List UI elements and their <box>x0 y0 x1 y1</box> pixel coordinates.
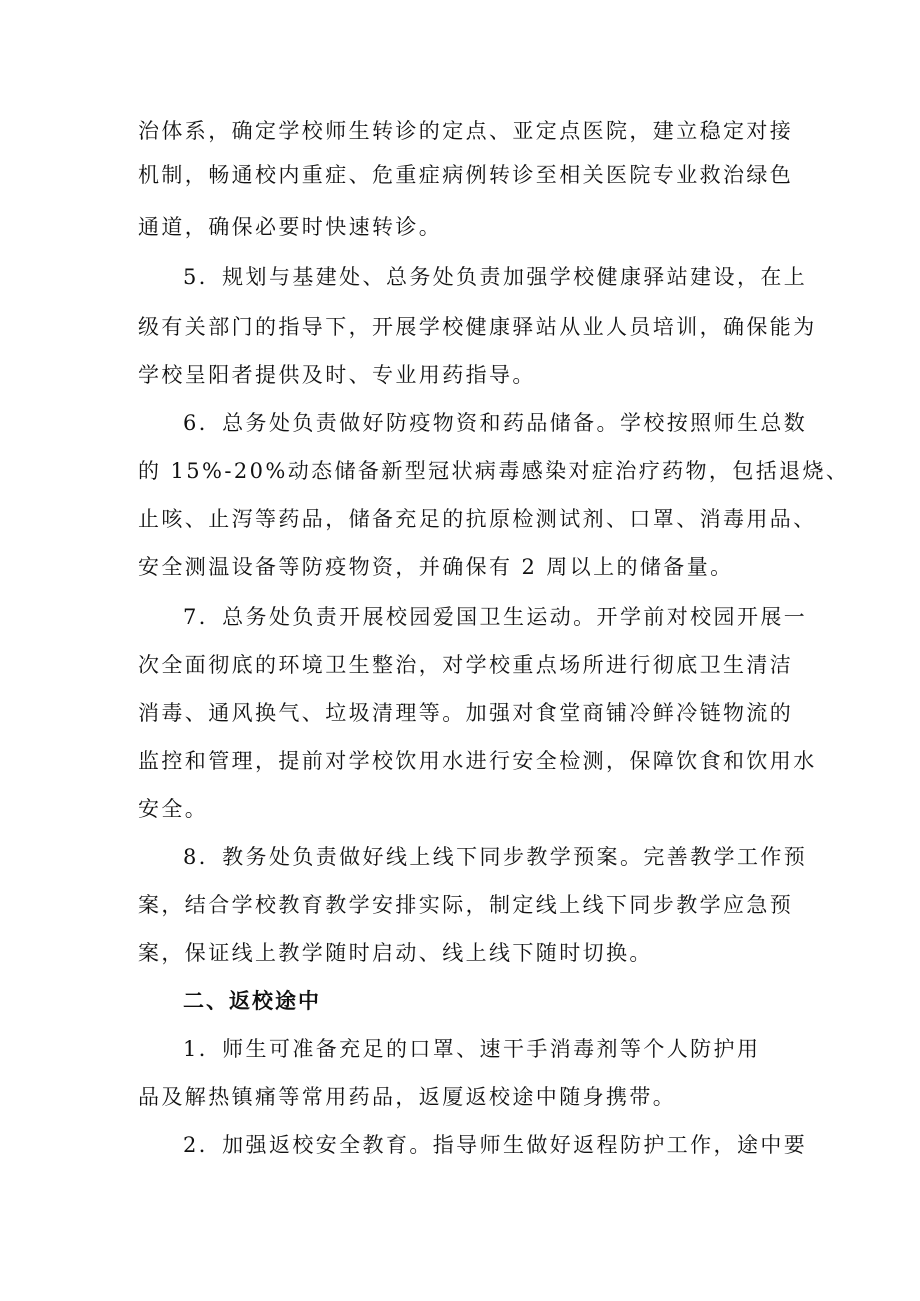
text-line: 学校呈阳者提供及时、专业用药指导。 <box>138 363 536 387</box>
text-line: 机制，畅通校内重症、危重症病例转诊至相关医院专业救治绿色 <box>138 163 794 187</box>
text-line: 8．教务处负责做好线上线下同步教学预案。完善教学工作预 <box>183 845 808 869</box>
text-line: 通道，确保必要时快速转诊。 <box>138 215 443 239</box>
text-line: 级有关部门的指导下，开展学校健康驿站从业人员培训，确保能为 <box>138 315 817 339</box>
text-line: 治体系，确定学校师生转诊的定点、亚定点医院，建立稳定对接 <box>138 119 794 143</box>
section-heading: 二、返校途中 <box>183 989 321 1013</box>
text-line: 7．总务处负责开展校园爱国卫生运动。开学前对校园开展一 <box>183 605 808 629</box>
text-line: 消毒、通风换气、垃圾清理等。加强对食堂商铺冷鲜冷链物流的 <box>138 701 794 725</box>
text-line: 1．师生可准备充足的口罩、速干手消毒剂等个人防护用 <box>183 1037 761 1061</box>
text-line: 的 15%-20%动态储备新型冠状病毒感染对症治疗药物，包括退烧、 <box>138 459 850 483</box>
text-line: 案，结合学校教育教学安排实际，制定线上线下同步教学应急预 <box>138 893 794 917</box>
text-line: 5．规划与基建处、总务处负责加强学校健康驿站建设，在上 <box>183 265 808 289</box>
text-line: 次全面彻底的环境卫生整治，对学校重点场所进行彻底卫生清洁 <box>138 653 794 677</box>
text-line: 安全。 <box>138 797 209 821</box>
text-line: 安全测温设备等防疫物资，并确保有 2 周以上的储备量。 <box>138 555 734 579</box>
text-line: 6．总务处负责做好防疫物资和药品储备。学校按照师生总数 <box>183 411 808 435</box>
text-line: 止咳、止泻等药品，储备充足的抗原检测试剂、口罩、消毒用品、 <box>138 507 817 531</box>
text-line: 监控和管理，提前对学校饮用水进行安全检测，保障饮食和饮用水 <box>138 749 817 773</box>
text-line: 案，保证线上教学随时启动、线上线下随时切换。 <box>138 941 653 965</box>
text-line: 2．加强返校安全教育。指导师生做好返程防护工作，途中要 <box>183 1133 808 1157</box>
text-line: 品及解热镇痛等常用药品，返厦返校途中随身携带。 <box>138 1085 677 1109</box>
